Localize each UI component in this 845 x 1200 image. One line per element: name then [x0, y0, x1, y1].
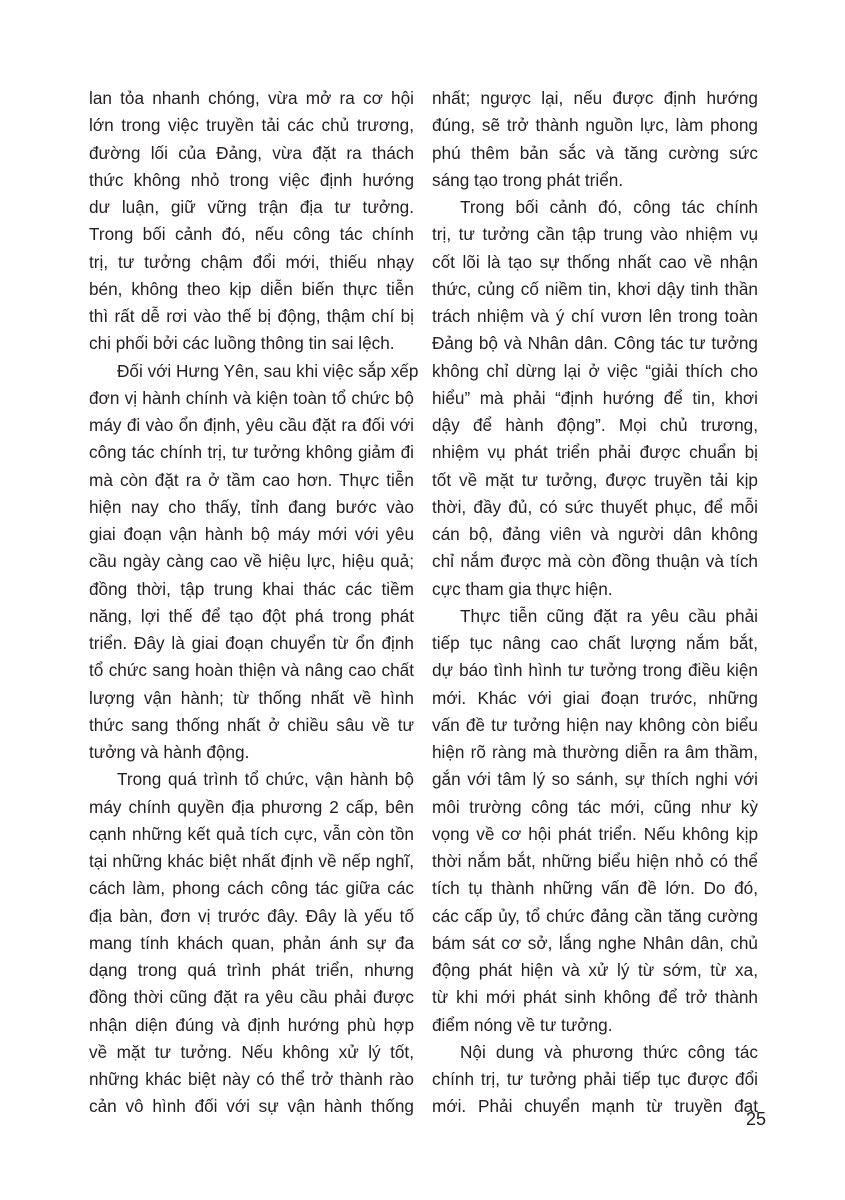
text-line: bám sát cơ sở, lắng nghe Nhân dân, chủ	[432, 932, 758, 953]
text-line: trách nhiệm và ý chí vươn lên trong toàn	[432, 306, 758, 326]
text-line: dạng trong quá trình phát triển, nhưng	[89, 960, 414, 980]
text-line: Đảng bộ và Nhân dân. Công tác tư tưởng	[432, 333, 758, 354]
text-line: động phát hiện và xử lý từ sớm, từ xa,	[432, 960, 758, 980]
paragraph-first-line: Đối với Hưng Yên, sau khi việc sắp xếp	[117, 360, 419, 381]
text-line: chỉ nắm được mà còn đồng thuận và tích	[432, 551, 758, 572]
text-line: đồng thời cũng đặt ra yêu cầu phải được	[89, 987, 414, 1008]
text-line: dự báo tình hình tư tưởng trong điều kiện	[432, 660, 758, 681]
text-line: các cấp ủy, tổ chức đảng cần tăng cường	[432, 905, 758, 926]
text-line: địa bàn, đơn vị trước đây. Đây là yếu tố	[89, 905, 414, 926]
text-line: tiếp tục nâng cao chất lượng nắm bắt,	[432, 633, 758, 653]
text-line: cán bộ, đảng viên và người dân không	[432, 524, 758, 544]
text-line: trị, tư tưởng cần tập trung vào nhiệm vụ	[432, 224, 758, 245]
text-line: bén, không theo kịp diễn biến thực tiễn	[89, 278, 414, 299]
text-line: mới. Phải chuyển mạnh từ truyền đạt	[432, 1096, 758, 1117]
text-line: về mặt tư tưởng. Nếu không xử lý tốt,	[89, 1041, 414, 1062]
text-line: thức sang thống nhất ở chiều sâu về tư	[89, 714, 414, 735]
text-line: hiện nay cho thấy, tỉnh đang bước vào	[89, 496, 414, 517]
text-line: thức không nhỏ trong việc định hướng	[89, 169, 414, 190]
text-line: phú thêm bản sắc và tăng cường sức	[432, 142, 758, 163]
text-line: tốt về mặt tư tưởng, được truyền tải kịp	[432, 469, 758, 490]
text-line: máy chính quyền địa phương 2 cấp, bên	[89, 796, 414, 817]
text-line: gắn với tâm lý so sánh, sự thích nghi với	[432, 769, 758, 790]
text-line: nhận diện đúng và định hướng phù hợp	[89, 1014, 414, 1035]
text-line: máy đi vào ổn định, yêu cầu đặt ra đối với	[89, 415, 414, 435]
text-line: lớn trong việc truyền tải các chủ trương,	[89, 115, 414, 136]
text-line: thời, đầy đủ, có sức thuyết phục, để mỗi	[432, 496, 758, 517]
text-line: dư luận, giữ vững trận địa tư tưởng.	[89, 197, 414, 217]
text-line: môi trường công tác mới, cũng như kỳ	[432, 796, 758, 817]
text-line: từ khi mới phát sinh không để trở thành	[432, 987, 758, 1008]
text-line: thức, củng cố niềm tin, khơi dậy tinh thần	[432, 278, 758, 299]
text-line: giai đoạn vận hành bộ máy mới với yêu	[89, 524, 414, 544]
text-line: cực tham gia thực hiện.	[432, 578, 613, 599]
paragraph-first-line: Thực tiễn cũng đặt ra yêu cầu phải	[460, 605, 758, 626]
text-line: triển. Đây là giai đoạn chuyển từ ổn định	[89, 633, 414, 653]
text-line: dậy để hành động”. Mọi chủ trương,	[432, 415, 758, 435]
text-line: thời nắm bắt, những biểu hiện nhỏ có thể	[432, 851, 758, 871]
page-number: 25	[746, 1109, 767, 1129]
text-line: tổ chức sang hoàn thiện và nâng cao chất	[89, 660, 414, 681]
text-line: vọng về cơ hội phát triển. Nếu không kịp	[432, 823, 758, 844]
text-line: cốt lõi là tạo sự thống nhất cao về nhận	[432, 251, 758, 272]
text-line: lượng vận hành; từ thống nhất về hình	[89, 687, 414, 708]
text-line: lan tỏa nhanh chóng, vừa mở ra cơ hội	[89, 88, 414, 108]
text-line: đúng, sẽ trở thành nguồn lực, làm phong	[432, 115, 758, 136]
paragraph-first-line: Trong bối cảnh đó, công tác chính	[460, 197, 758, 217]
text-line: chi phối bởi các luồng thông tin sai lệch.	[89, 333, 395, 354]
text-line: năng, lợi thế để tạo đột phá trong phát	[89, 605, 414, 626]
text-line: không chỉ dừng lại ở việc “giải thích cho	[432, 360, 758, 381]
text-line: đồng thời, tập trung khai thác các tiềm	[89, 578, 414, 599]
text-line: tại những khác biệt nhất định về nếp nghĩ,	[89, 851, 414, 871]
text-line: những khác biệt này có thể trở thành rào	[89, 1069, 414, 1089]
paragraph-first-line: Nội dung và phương thức công tác	[460, 1041, 758, 1062]
text-line: cản vô hình đối với sự vận hành thống	[89, 1096, 414, 1117]
text-line: thì rất dễ rơi vào thế bị động, thậm chí bị	[89, 306, 414, 326]
text-line: hiểu” mà phải “định hướng để tin, khơi	[432, 387, 758, 408]
text-line: công tác chính trị, tư tưởng không giảm đi	[89, 442, 414, 463]
text-line: tích tụ thành những vấn đề lớn. Do đó,	[432, 878, 758, 899]
paragraph-first-line: Trong quá trình tổ chức, vận hành bộ	[117, 769, 414, 790]
text-line: mới. Khác với giai đoạn trước, những	[432, 687, 758, 708]
text-line: chính trị, tư tưởng phải tiếp tục được đổi	[432, 1069, 758, 1089]
text-line: cầu ngày càng cao về hiệu lực, hiệu quả;	[89, 551, 414, 572]
text-line: hiện rõ ràng mà thường diễn ra âm thầm,	[432, 742, 758, 762]
text-line: Trong bối cảnh đó, nếu công tác chính	[89, 224, 414, 245]
right-text-column	[432, 85, 758, 1121]
text-line: cạnh những kết quả tích cực, vẫn còn tồn	[89, 823, 414, 844]
text-line: mà còn đặt ra ở tầm cao hơn. Thực tiễn	[89, 469, 414, 490]
text-line: vấn đề tư tưởng hiện nay không còn biểu	[432, 714, 758, 735]
text-line: sáng tạo trong phát triển.	[432, 169, 624, 190]
left-text-column	[89, 85, 419, 1121]
text-line: điểm nóng về tư tưởng.	[432, 1014, 613, 1035]
text-line: đường lối của Đảng, vừa đặt ra thách	[89, 142, 414, 163]
text-line: nhất; ngược lại, nếu được định hướng	[432, 88, 758, 108]
text-line: mang tính khách quan, phản ánh sự đa	[89, 932, 414, 953]
text-line: tưởng và hành động.	[89, 742, 250, 762]
text-line: trị, tư tưởng chậm đổi mới, thiếu nhạy	[89, 251, 414, 272]
text-line: cách làm, phong cách công tác giữa các	[89, 878, 414, 899]
text-line: đơn vị hành chính và kiện toàn tổ chức bộ	[89, 387, 414, 408]
text-line: nhiệm vụ phát triển phải được chuẩn bị	[432, 442, 758, 463]
